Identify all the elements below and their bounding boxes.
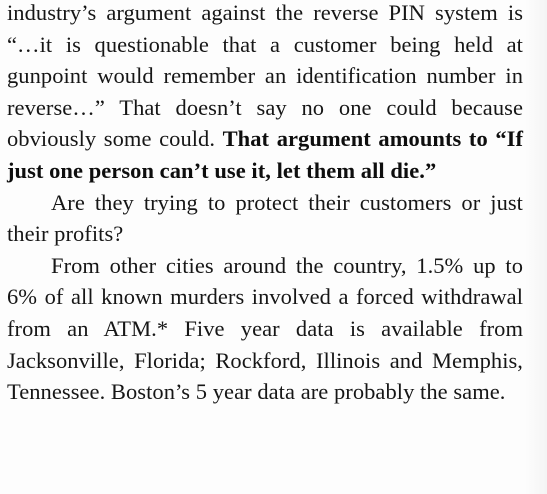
paragraph-atm-murder-statistics: From other cities around the country, 1.5% up to 6% of all known murders involved a forced withdrawal from an ATM.* Five year data is available from Jacksonville, Florida; Rockford, Illinois and Memphis, Tennessee. Boston’s 5 year data are probably the same. — [7, 252, 523, 405]
bold-quote-text: That argument amounts to “If just one person can’t use it, let them all die.” — [7, 126, 523, 183]
text-column — [7, 0, 523, 408]
paragraph-customers-or-profits: Are they trying to protect their customers or just their profits? — [7, 189, 523, 247]
paragraph-reverse-pin-argument — [7, 0, 523, 187]
paragraph-1-text: industry’s argument against the reverse PIN system is “…it is questionable that a customer being held at gunpoint would remember an identification number in reverse…” That doesn’t say no one could because obviously some could. — [7, 0, 523, 152]
page-edge-shading — [525, 0, 547, 494]
